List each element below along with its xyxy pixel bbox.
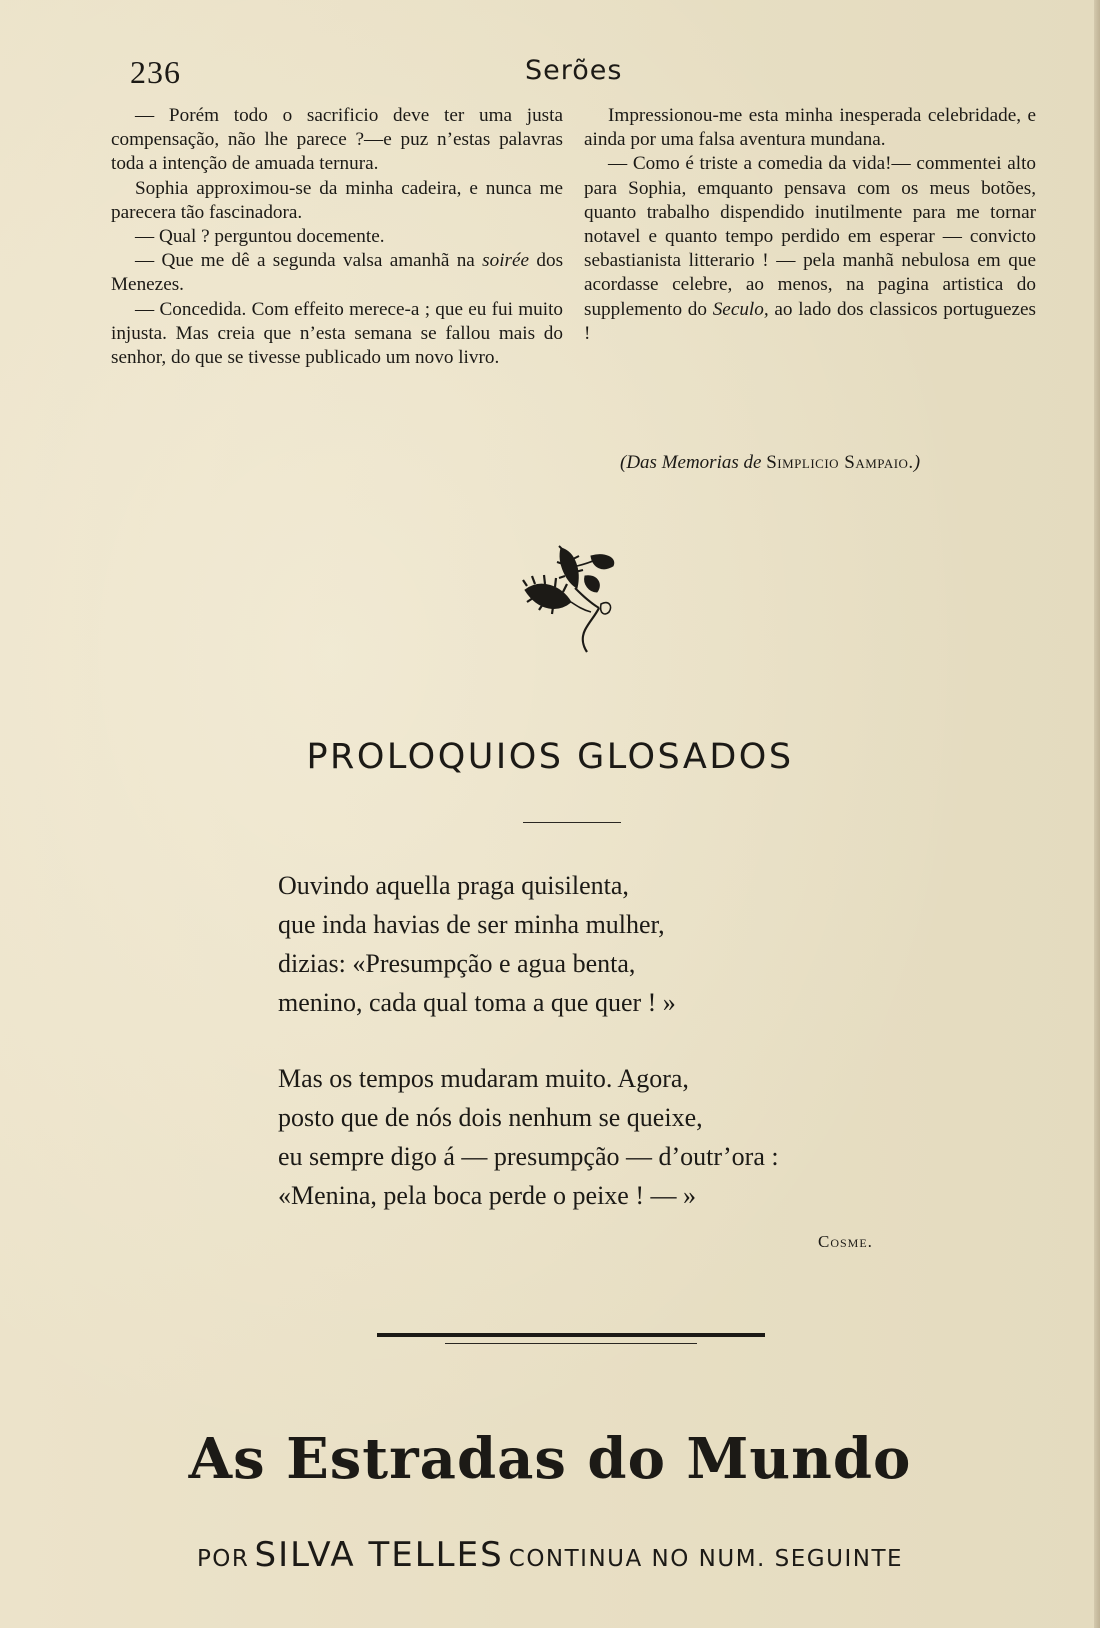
seculo-word: Seculo, (712, 298, 769, 320)
paragraph: — Porém todo o sacrificio deve ter uma justa compensação, não lhe parece ?—e puz n’estas palavras toda a intenção de amuada ternura. (111, 105, 563, 175)
page-edge-shadow (1094, 0, 1100, 1628)
poem-line: posto que de nós dois nenhum se queixe, (278, 1103, 703, 1132)
paragraph-text: dos Menezes. (111, 250, 564, 296)
paragraph (584, 152, 1036, 346)
attribution-name: Simplicio Sampaio. (766, 452, 914, 473)
poem-title: PROLOQUIOS GLOSADOS (306, 737, 794, 777)
oak-leaf-sprig-icon (505, 540, 640, 660)
story-left-column (111, 104, 563, 370)
poem-stanza-2 (278, 1059, 779, 1215)
story-right-column (584, 104, 1036, 346)
soiree-word: soirée (482, 250, 530, 272)
poem-line: que inda havias de ser minha mulher, (278, 910, 665, 939)
paragraph-text: — Que me dê a segunda valsa amanhã na (135, 250, 475, 272)
poem-line: «Menina, pela boca perde o peixe ! — » (278, 1181, 697, 1210)
serial-title: As Estradas do Mundo (188, 1426, 912, 1492)
attribution-prefix: (Das Memorias de (620, 452, 762, 473)
poem-line: Ouvindo aquella praga quisilenta, (278, 871, 629, 900)
poem-line: eu sempre digo á — presumpção — d’outr’ora : (278, 1142, 779, 1171)
title-divider (523, 822, 621, 823)
paragraph: Sophia approximou-se da minha cadeira, e nunca me parecera tão fascinadora. (111, 177, 563, 223)
byline-by: POR (196, 1546, 250, 1572)
page-number: 236 (130, 54, 181, 90)
paragraph-text: ao lado dos classicos portuguezes ! (584, 298, 1037, 344)
story-attribution (620, 452, 920, 474)
poem-author: Cosme. (818, 1232, 873, 1251)
paragraph: Impressionou-me esta minha inesperada celebridade, e ainda por uma falsa aventura mundana. (584, 105, 1036, 151)
poem-line: dizias: «Presumpção e agua benta, (278, 949, 636, 978)
paragraph: — Qual ? perguntou docemente. (135, 226, 385, 248)
paragraph-text: — Como é triste a comedia da vida!— commentei alto para Sophia, emquanto pensava com os meus botões, quanto trabalho dispendido inutilmente para me tornar notavel e quanto tempo perdido em esperar — convicto sebastianista litterario ! — pela manhã nebulosa em que acordasse celebre, ao menos, na pagina artistica do supplemento do (584, 153, 1036, 320)
attribution-suffix: ) (913, 452, 921, 473)
running-head: Serões (525, 55, 623, 86)
byline-continuation: CONTINUA NO NUM. SEGUINTE (508, 1546, 904, 1572)
paragraph: — Concedida. Com effeito merece-a ; que eu fui muito injusta. Mas creia que n’esta semana se fallou mais do senhor, do que se tivesse publicado um novo livro. (111, 298, 563, 369)
paragraph (111, 249, 563, 297)
section-divider-thick (377, 1333, 765, 1337)
poem-line: Mas os tempos mudaram muito. Agora, (278, 1064, 689, 1093)
byline-author: SILVA TELLES (254, 1535, 504, 1575)
section-divider-thin (445, 1343, 697, 1344)
poem-stanza-1 (278, 866, 676, 1022)
serial-byline (0, 1535, 1100, 1575)
poem-line: menino, cada qual toma a que quer ! » (278, 988, 676, 1017)
